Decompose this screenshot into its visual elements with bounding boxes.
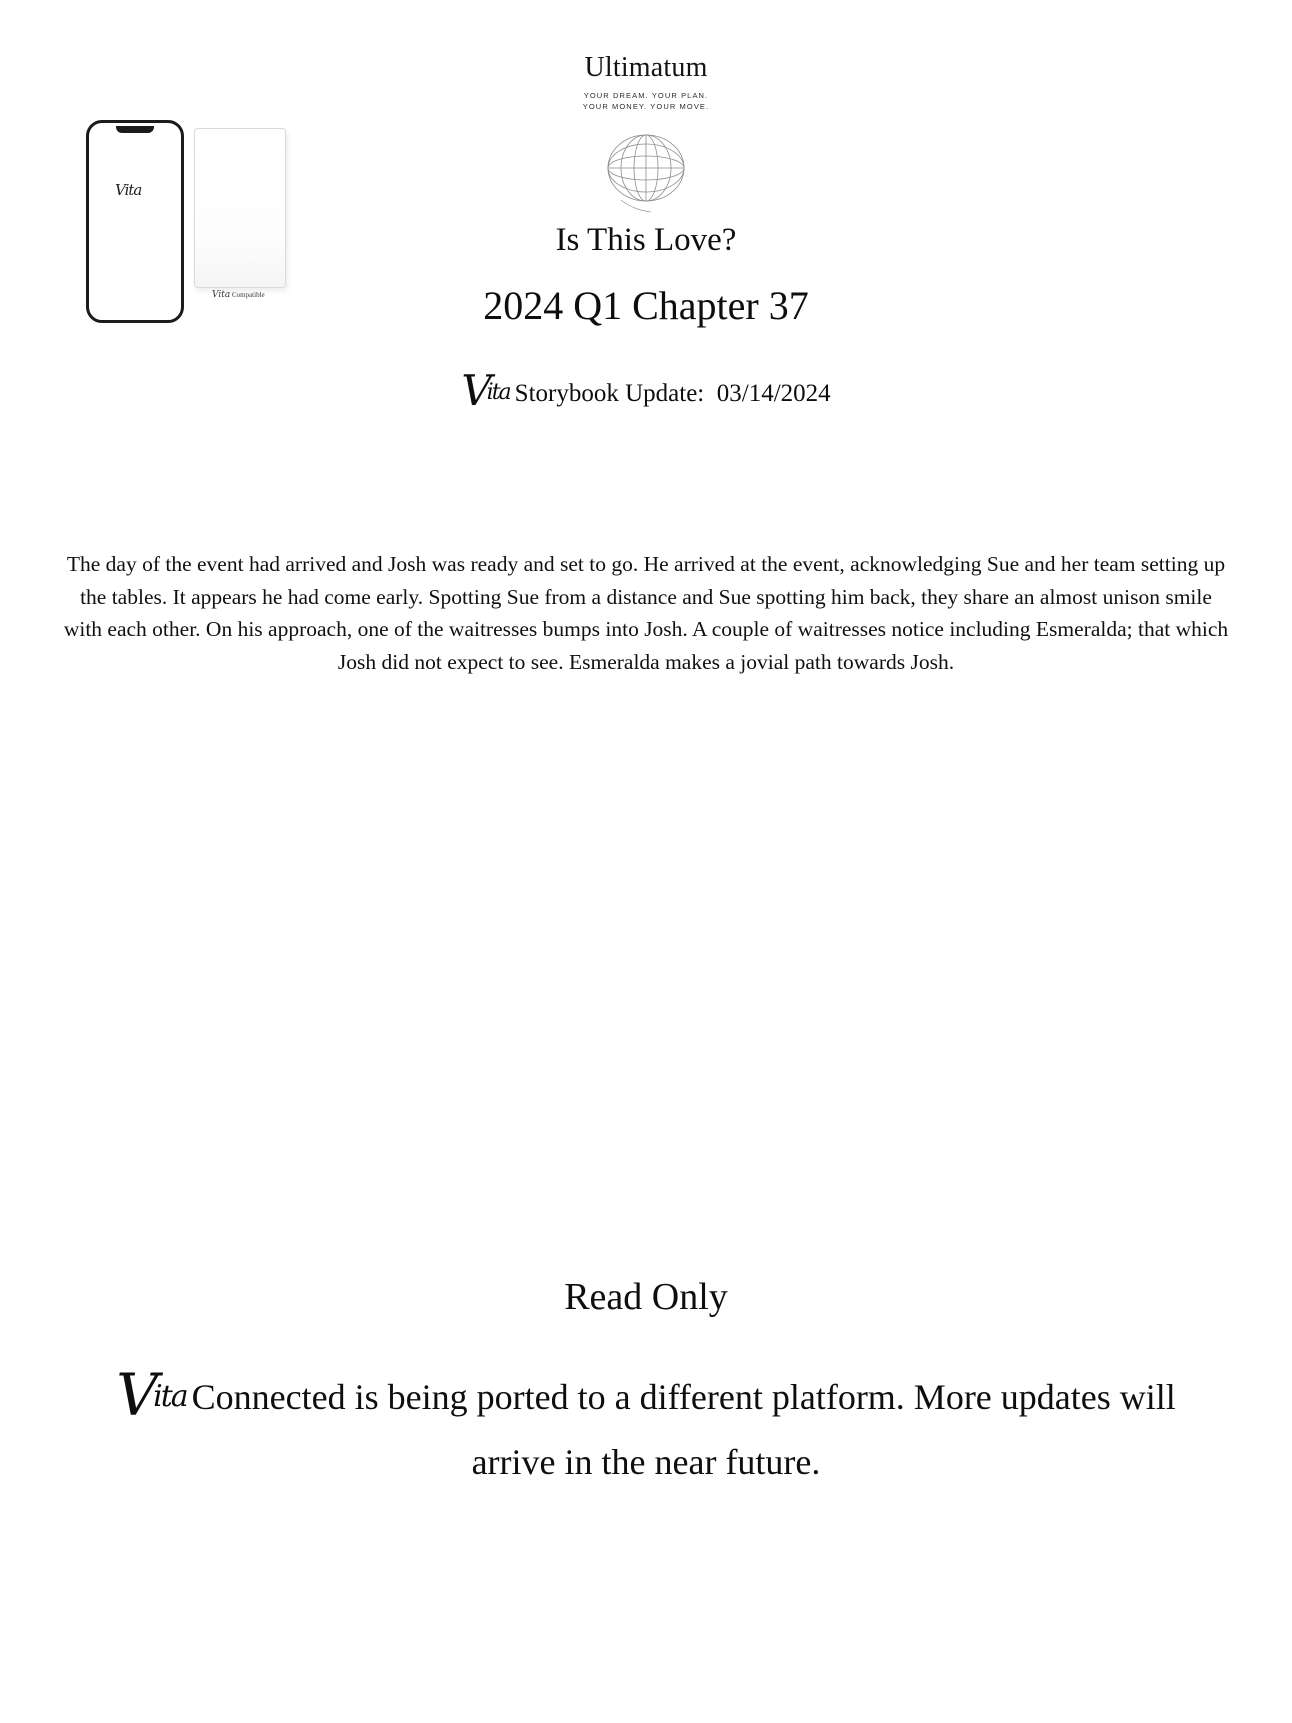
tablet-screen — [194, 128, 286, 288]
tablet-mockup — [194, 128, 288, 308]
phone-screen-logo: Vita — [115, 181, 142, 199]
update-date: 03/14/2024 — [716, 380, 831, 407]
brand-tagline-line2: YOUR MONEY. YOUR MOVE. — [582, 101, 710, 111]
page-title: Is This Love? — [555, 222, 737, 258]
footer-note-text: is being ported to a different platform. More updates will arrive in the near future. — [345, 1377, 1176, 1482]
read-only-status: Read Only — [564, 1276, 728, 1318]
footer-note — [70, 1345, 1222, 1491]
phone-notch — [116, 126, 154, 133]
footer-product-name: Connected — [191, 1377, 346, 1417]
update-label: Storybook Update: — [514, 380, 705, 407]
brand-header — [0, 52, 1292, 113]
vita-logo-mark-footer: Vita — [116, 1361, 187, 1429]
brand-tagline — [0, 91, 1292, 113]
globe-icon — [591, 128, 701, 213]
story-body-text: The day of the event had arrived and Josh was ready and set to go. He arrived at the event, acknowledging Sue and her team setting up the tables. It appears he had come early. Spotting Sue from a distance and Sue spotting him back, they share an almost unison smile with each other. On his approach, one of the waitresses bumps into Josh. A couple of waitresses notice including Esmeralda; that which Josh did not expect to see. Esmeralda makes a jovial path towards Josh. — [63, 552, 1229, 675]
storybook-update-line — [0, 362, 1292, 415]
tablet-caption-text: Compatible — [231, 291, 265, 299]
vita-mark-small: Vita — [212, 290, 231, 300]
brand-name: Ultimatum — [584, 52, 708, 83]
vita-logo-mark: Vita — [461, 366, 510, 415]
page-subtitle: 2024 Q1 Chapter 37 — [483, 283, 809, 328]
brand-tagline-line1: YOUR DREAM. YOUR PLAN. — [583, 91, 709, 100]
